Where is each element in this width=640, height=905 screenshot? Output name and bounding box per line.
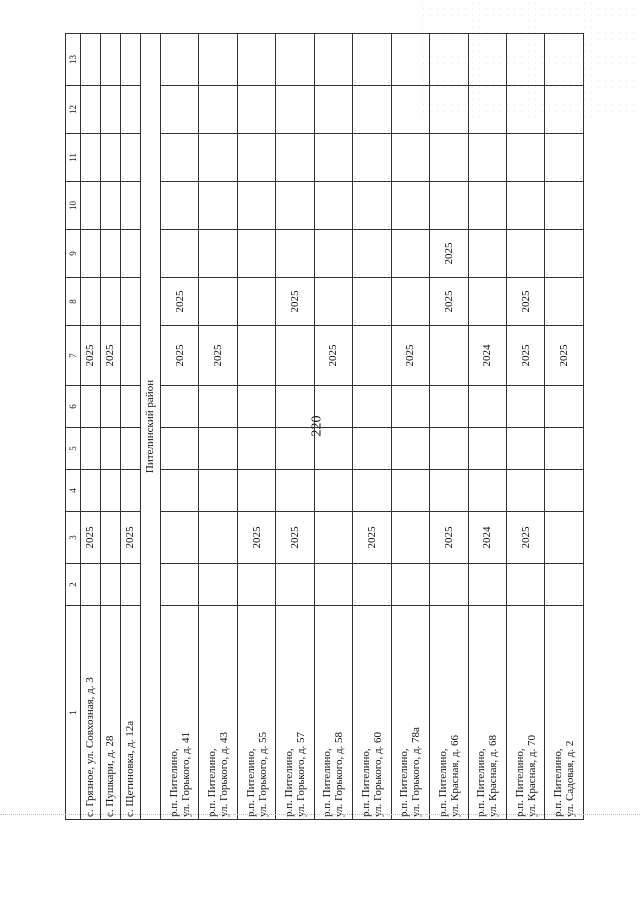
year-cell — [353, 326, 391, 386]
year-cell — [276, 134, 314, 182]
year-cell — [237, 134, 275, 182]
year-cell — [468, 386, 506, 428]
year-cell — [199, 386, 237, 428]
year-cell — [276, 86, 314, 134]
year-cell — [314, 86, 352, 134]
column-header-2: 2 — [66, 564, 81, 606]
year-cell — [120, 326, 140, 386]
address-cell: р.п. Пителино, ул. Красная, д. 66 — [430, 606, 468, 820]
year-cell: 2025 — [237, 512, 275, 564]
year-cell: 2024 — [468, 512, 506, 564]
year-cell — [507, 134, 545, 182]
year-cell — [237, 182, 275, 230]
year-cell — [391, 428, 429, 470]
year-cell: 2025 — [160, 278, 198, 326]
address-cell: р.п. Пителино, ул. Горького, д. 78а — [391, 606, 429, 820]
address-cell: р.п. Пителино, ул. Садовая, д. 2 — [545, 606, 584, 820]
section-row — [140, 34, 160, 820]
year-cell — [430, 326, 468, 386]
year-cell — [430, 428, 468, 470]
year-cell — [468, 564, 506, 606]
year-cell — [468, 470, 506, 512]
year-cell — [276, 470, 314, 512]
year-cell — [545, 386, 584, 428]
table-row — [120, 34, 140, 820]
year-cell — [353, 278, 391, 326]
year-cell — [100, 564, 120, 606]
year-cell: 2025 — [507, 278, 545, 326]
year-cell — [100, 386, 120, 428]
year-cell — [160, 512, 198, 564]
year-cell — [120, 470, 140, 512]
year-cell — [276, 182, 314, 230]
year-cell — [430, 134, 468, 182]
year-cell — [545, 564, 584, 606]
table-row — [430, 34, 468, 820]
year-cell — [545, 470, 584, 512]
year-cell — [391, 512, 429, 564]
year-cell — [237, 564, 275, 606]
year-cell — [314, 34, 352, 86]
year-cell: 2025 — [276, 512, 314, 564]
year-cell — [120, 428, 140, 470]
table-row — [100, 34, 120, 820]
year-cell — [237, 470, 275, 512]
address-cell: р.п. Пителино, ул. Горького, д. 58 — [314, 606, 352, 820]
year-cell — [81, 278, 101, 326]
year-cell: 2025 — [100, 326, 120, 386]
column-header-13: 13 — [66, 34, 81, 86]
year-cell — [468, 230, 506, 278]
table-row — [199, 34, 237, 820]
year-cell — [120, 34, 140, 86]
year-cell — [199, 86, 237, 134]
year-cell — [199, 470, 237, 512]
year-cell: 2025 — [391, 326, 429, 386]
year-cell — [199, 34, 237, 86]
year-cell — [353, 182, 391, 230]
year-cell — [391, 386, 429, 428]
year-cell — [237, 428, 275, 470]
year-cell — [545, 230, 584, 278]
year-cell — [276, 326, 314, 386]
year-cell — [507, 230, 545, 278]
year-cell — [81, 428, 101, 470]
table-row — [391, 34, 429, 820]
year-cell — [545, 134, 584, 182]
year-cell: 2025 — [81, 512, 101, 564]
column-header-7: 7 — [66, 326, 81, 386]
year-cell — [81, 564, 101, 606]
address-cell: р.п. Пителино, ул. Горького, д. 55 — [237, 606, 275, 820]
year-cell — [507, 386, 545, 428]
column-header-5: 5 — [66, 428, 81, 470]
year-cell — [81, 134, 101, 182]
year-cell — [430, 470, 468, 512]
year-cell — [545, 428, 584, 470]
year-cell — [276, 386, 314, 428]
year-cell — [100, 470, 120, 512]
year-cell — [430, 564, 468, 606]
year-cell — [199, 428, 237, 470]
year-cell — [120, 386, 140, 428]
year-cell — [237, 34, 275, 86]
address-cell: с. Щетиновка, д. 12а — [120, 606, 140, 820]
address-cell: с. Грязное, ул. Совхозная, д. 3 — [81, 606, 101, 820]
page-bottom-rule — [0, 814, 640, 815]
year-cell — [545, 512, 584, 564]
year-cell — [199, 182, 237, 230]
year-cell — [120, 564, 140, 606]
year-cell — [391, 470, 429, 512]
column-header-8: 8 — [66, 278, 81, 326]
year-cell — [120, 134, 140, 182]
table-row — [468, 34, 506, 820]
year-cell — [314, 512, 352, 564]
page-number: 220 — [309, 415, 325, 437]
year-cell — [391, 564, 429, 606]
year-cell — [81, 230, 101, 278]
year-cell — [160, 564, 198, 606]
year-cell — [430, 86, 468, 134]
year-cell: 2025 — [507, 512, 545, 564]
year-cell — [199, 512, 237, 564]
table-row — [353, 34, 391, 820]
year-cell — [353, 34, 391, 86]
year-cell — [120, 278, 140, 326]
year-cell: 2025 — [353, 512, 391, 564]
year-cell: 2025 — [507, 326, 545, 386]
address-cell: р.п. Пителино, ул. Горького, д. 57 — [276, 606, 314, 820]
year-cell — [545, 86, 584, 134]
year-cell — [391, 86, 429, 134]
table-row — [545, 34, 584, 820]
year-cell — [237, 86, 275, 134]
year-cell — [160, 428, 198, 470]
year-cell: 2025 — [160, 326, 198, 386]
year-cell — [100, 278, 120, 326]
year-cell — [120, 182, 140, 230]
year-cell — [81, 470, 101, 512]
address-cell: р.п. Пителино, ул. Горького, д. 43 — [199, 606, 237, 820]
year-cell — [353, 564, 391, 606]
year-cell — [353, 230, 391, 278]
year-cell — [160, 34, 198, 86]
year-cell — [100, 182, 120, 230]
year-cell — [276, 428, 314, 470]
year-cell — [160, 182, 198, 230]
year-cell — [391, 182, 429, 230]
column-header-6: 6 — [66, 386, 81, 428]
year-cell — [353, 470, 391, 512]
year-cell — [507, 182, 545, 230]
year-cell: 2025 — [430, 230, 468, 278]
year-cell — [81, 34, 101, 86]
year-cell — [353, 86, 391, 134]
year-cell — [199, 230, 237, 278]
year-cell: 2025 — [81, 326, 101, 386]
column-header-1: 1 — [66, 606, 81, 820]
column-header-12: 12 — [66, 86, 81, 134]
year-cell — [391, 134, 429, 182]
year-cell — [314, 230, 352, 278]
year-cell — [100, 512, 120, 564]
year-cell: 2025 — [120, 512, 140, 564]
year-cell — [199, 564, 237, 606]
table-row — [507, 34, 545, 820]
year-cell — [314, 428, 352, 470]
year-cell — [100, 86, 120, 134]
column-header-3: 3 — [66, 512, 81, 564]
year-cell: 2025 — [545, 326, 584, 386]
year-cell — [468, 134, 506, 182]
year-cell — [100, 230, 120, 278]
data-table — [65, 33, 584, 820]
year-cell: 2025 — [430, 512, 468, 564]
year-cell — [314, 134, 352, 182]
year-cell — [314, 386, 352, 428]
column-header-9: 9 — [66, 230, 81, 278]
year-cell — [237, 386, 275, 428]
section-title: Пителинский район — [140, 34, 160, 820]
year-cell: 2025 — [430, 278, 468, 326]
year-cell — [314, 278, 352, 326]
year-cell — [507, 86, 545, 134]
year-cell: 2025 — [314, 326, 352, 386]
table-row — [314, 34, 352, 820]
table-row — [237, 34, 275, 820]
year-cell — [507, 34, 545, 86]
year-cell — [430, 34, 468, 86]
year-cell — [314, 564, 352, 606]
year-cell — [120, 230, 140, 278]
table-row — [276, 34, 314, 820]
year-cell — [199, 134, 237, 182]
year-cell — [391, 278, 429, 326]
year-cell — [353, 428, 391, 470]
column-header-4: 4 — [66, 470, 81, 512]
year-cell — [160, 86, 198, 134]
year-cell — [468, 278, 506, 326]
rotated-table-area — [65, 34, 584, 820]
header-row — [66, 34, 81, 820]
year-cell — [545, 182, 584, 230]
address-cell: р.п. Пителино, ул. Красная, д. 70 — [507, 606, 545, 820]
year-cell — [507, 470, 545, 512]
year-cell: 2025 — [199, 326, 237, 386]
year-cell — [100, 428, 120, 470]
year-cell — [507, 564, 545, 606]
year-cell — [276, 34, 314, 86]
year-cell — [545, 34, 584, 86]
year-cell — [391, 34, 429, 86]
year-cell — [507, 428, 545, 470]
year-cell — [391, 230, 429, 278]
address-cell: р.п. Пителино, ул. Горького, д. 60 — [353, 606, 391, 820]
year-cell: 2024 — [468, 326, 506, 386]
year-cell — [120, 86, 140, 134]
address-cell: р.п. Пителино, ул. Горького, д. 41 — [160, 606, 198, 820]
column-header-10: 10 — [66, 182, 81, 230]
year-cell — [81, 86, 101, 134]
year-cell — [430, 386, 468, 428]
year-cell — [353, 386, 391, 428]
year-cell — [430, 182, 468, 230]
year-cell — [100, 34, 120, 86]
year-cell — [100, 134, 120, 182]
year-cell — [237, 326, 275, 386]
year-cell — [81, 386, 101, 428]
year-cell — [81, 182, 101, 230]
year-cell — [314, 182, 352, 230]
table-row — [81, 34, 101, 820]
year-cell — [237, 230, 275, 278]
address-cell: с. Пушкари, д. 28 — [100, 606, 120, 820]
year-cell — [160, 230, 198, 278]
year-cell — [468, 428, 506, 470]
year-cell — [468, 182, 506, 230]
column-header-11: 11 — [66, 134, 81, 182]
year-cell — [276, 564, 314, 606]
year-cell — [314, 470, 352, 512]
year-cell — [160, 470, 198, 512]
year-cell — [468, 86, 506, 134]
year-cell — [199, 278, 237, 326]
address-cell: р.п. Пителино, ул. Красная, д. 68 — [468, 606, 506, 820]
year-cell — [353, 134, 391, 182]
year-cell — [276, 230, 314, 278]
year-cell — [237, 278, 275, 326]
year-cell — [545, 278, 584, 326]
year-cell — [160, 386, 198, 428]
year-cell — [468, 34, 506, 86]
year-cell — [160, 134, 198, 182]
year-cell: 2025 — [276, 278, 314, 326]
table-row — [160, 34, 198, 820]
